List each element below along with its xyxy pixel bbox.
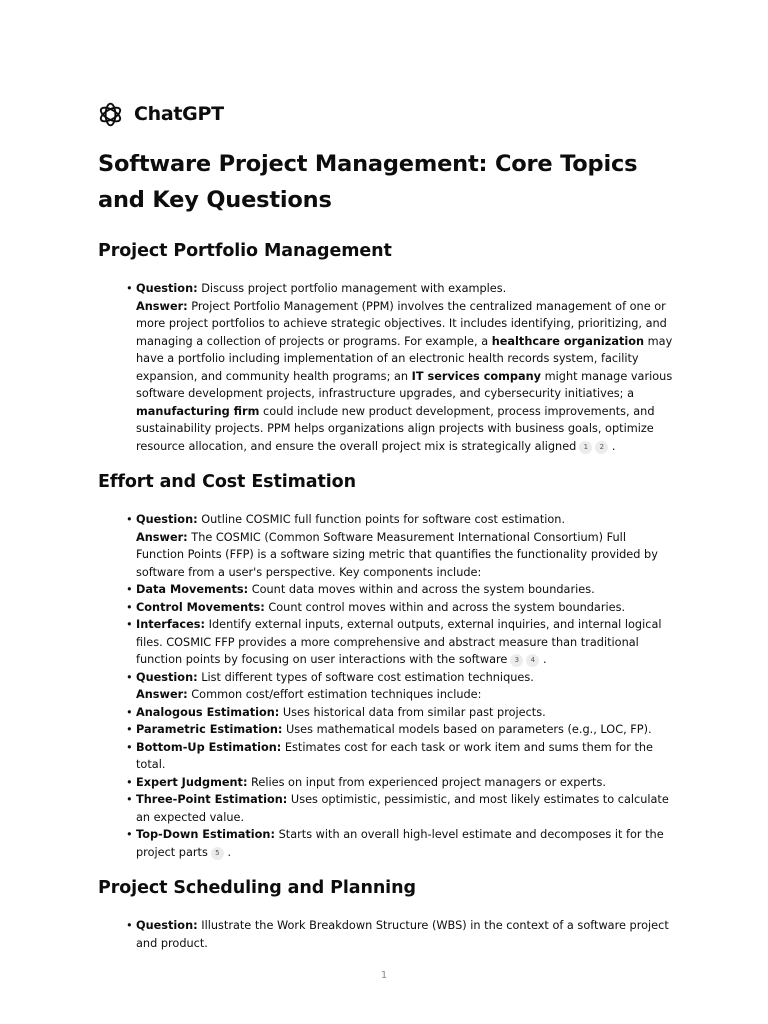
document-content: [98, 146, 673, 952]
term-text: Estimates cost for each task or work item and sums them for the total.: [136, 740, 653, 771]
term-label: Bottom-Up Estimation:: [136, 740, 282, 754]
emphasis-text: healthcare organization: [491, 334, 645, 348]
section-heading-scheduling: Project Scheduling and Planning: [98, 878, 416, 898]
list-item: [126, 721, 673, 739]
list-item: [126, 774, 673, 792]
estimation-list: [98, 511, 673, 861]
page-number: 1: [380, 970, 388, 981]
question-text: Discuss project portfolio management with examples.: [197, 282, 507, 295]
section-heading-estimation: Effort and Cost Estimation: [98, 472, 356, 492]
openai-logo-icon: [97, 101, 124, 128]
answer-label: Answer:: [136, 688, 188, 701]
term-label: Data Movements:: [136, 583, 249, 596]
header: [97, 100, 224, 128]
term-text: Uses mathematical models based on parameters (e.g., LOC, FP).: [282, 723, 652, 736]
portfolio-list: [98, 280, 673, 455]
question-text: Illustrate the Work Breakdown Structure (WBS) in the context of a software project and product.: [136, 919, 669, 950]
list-item: [126, 599, 673, 617]
list-item: [126, 581, 673, 599]
term-label: Parametric Estimation:: [136, 723, 283, 736]
answer-text: Common cost/effort estimation techniques include:: [187, 688, 482, 701]
answer-label: Answer:: [136, 299, 188, 313]
term-text: Identify external inputs, external outputs, external inquiries, and internal logical files. COSMIC FFP provides a more comprehensive and abstract measure than traditional function points by focusing on user interactions with the software: [136, 618, 662, 666]
term-label: Control Movements:: [136, 600, 265, 614]
emphasis-text: manufacturing firm: [136, 404, 260, 418]
brand-name: ChatGPT: [134, 103, 224, 125]
answer-text: could include new product development, process improvements, and sustainability projects. PPM helps organizations align projects with business goals, optimize resource allocation, and ensure the overall project mix is strategically aligned: [136, 404, 655, 453]
term-text: Relies on input from experienced project managers or experts.: [247, 775, 606, 789]
term-label: Expert Judgment:: [136, 775, 248, 789]
list-item: [126, 791, 673, 826]
answer-text: might manage various software development projects, infrastructure upgrades, and cybersecurity initiatives; a: [136, 369, 673, 400]
sentence-end: .: [227, 845, 232, 859]
list-item: [126, 616, 673, 669]
question-label: Question:: [136, 919, 198, 932]
answer-text: may have a portfolio including implementation of an electronic health records system, facility expansion, and community health programs; an: [136, 334, 673, 383]
answer-label: Answer:: [136, 530, 188, 544]
term-label: Interfaces:: [136, 618, 206, 631]
page-title: Software Project Management: Core Topics and Key Questions: [98, 151, 638, 213]
list-item: [126, 739, 673, 774]
list-item: [126, 669, 673, 704]
term-text: Starts with an overall high-level estimate and decomposes it for the project parts: [136, 828, 664, 859]
term-label: Top-Down Estimation:: [136, 828, 275, 841]
list-item: [126, 917, 673, 952]
list-item: [126, 280, 673, 455]
question-label: Question:: [136, 670, 198, 684]
question-label: Question:: [136, 282, 198, 295]
question-text: Outline COSMIC full function points for software cost estimation.: [197, 513, 566, 526]
citation-badge[interactable]: 5: [211, 847, 224, 860]
term-text: Count control moves within and across the system boundaries.: [264, 600, 626, 614]
list-item: [126, 826, 673, 861]
question-label: Question:: [136, 513, 198, 526]
term-text: Uses historical data from similar past projects.: [279, 705, 546, 719]
citation-badge[interactable]: 1: [579, 441, 592, 454]
list-item: [126, 704, 673, 722]
term-text: Count data moves within and across the system boundaries.: [248, 583, 595, 596]
sentence-end: .: [542, 653, 547, 666]
answer-text: Project Portfolio Management (PPM) involves the centralized management of one or more project portfolios to achieve strategic objectives. It includes identifying, prioritizing, and managing a collection of projects or programs. For example, a: [136, 299, 667, 348]
list-item: [126, 511, 673, 581]
citation-badge[interactable]: 3: [510, 654, 523, 667]
emphasis-text: IT services company: [411, 369, 542, 383]
answer-text: The COSMIC (Common Software Measurement International Consortium) Full Function Points (FFP) is a software sizing metric that quantifies the functionality provided by software from a user's perspective. Key components include:: [136, 530, 658, 579]
citation-badge[interactable]: 4: [526, 654, 539, 667]
sentence-end: .: [611, 439, 616, 453]
term-label: Three-Point Estimation:: [136, 793, 288, 806]
scheduling-list: [98, 917, 673, 952]
citation-badge[interactable]: 2: [595, 441, 608, 454]
term-label: Analogous Estimation:: [136, 705, 280, 719]
question-text: List different types of software cost estimation techniques.: [197, 670, 534, 684]
section-heading-portfolio: Project Portfolio Management: [98, 241, 392, 261]
term-text: Uses optimistic, pessimistic, and most likely estimates to calculate an expected value.: [136, 793, 669, 824]
